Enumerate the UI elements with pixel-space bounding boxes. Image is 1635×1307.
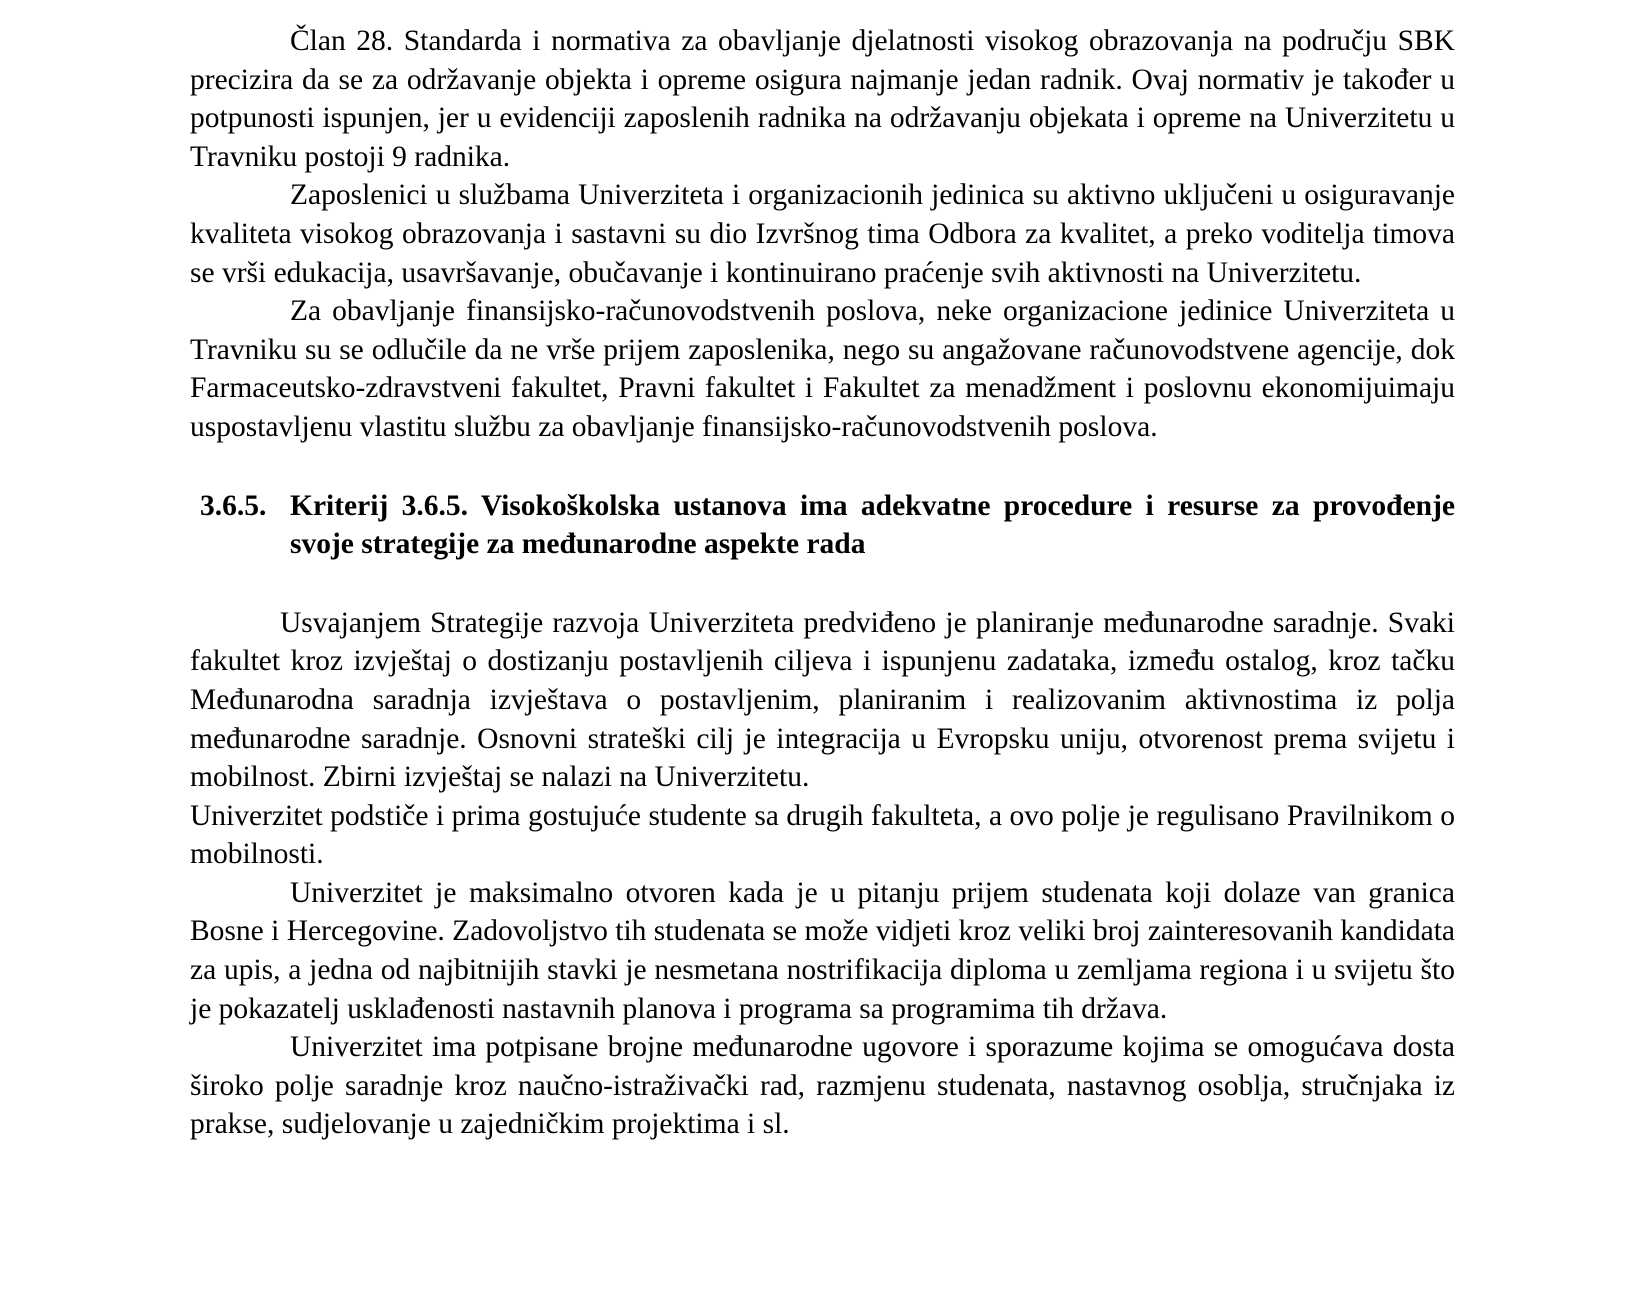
paragraph-prijem-studenata: Univerzitet je maksimalno otvoren kada je u pitanju prijem studenata koji dolaze van granica Bosne i Hercegovine. Zadovoljstvo tih studenata se može vidjeti kroz veliki broj zainteresovanih kandidata za upis, a jedna od najbitnijih stavki je nesmetana nostrifikacija diploma u zemljama regiona i u svijetu što je pokazatelj usklađenosti nastavnih planova i programa sa programima tih država. <box>190 876 1455 1025</box>
paragraph-medjunarodni-ugovori: Univerzitet ima potpisane brojne međunarodne ugovore i sporazume kojima se omogućava dosta široko polje saradnje kroz naučno-istraživački rad, razmjenu studenata, nastavnog osoblja, stručnjaka iz prakse, sudjelovanje u zajedničkim projektima i sl. <box>190 1031 1455 1141</box>
paragraph-strategija: Usvajanjem Strategije razvoja Univerziteta predviđeno je planiranje međunarodne saradnje. Svaki fakultet kroz izvještaj o dostizanju postavljenih ciljeva i ispunjenu zadataka, između ostalog, kroz tačku Međunarodna saradnja izvještava o postavljenim, planiranim i realizovanim aktivnostima iz polja međunarodne saradnje. Osnovni strateški cilj je integracija u Evropsku uniju, otvorenost prema svijetu i mobilnost. Zbirni izvještaj se nalazi na Univerzitetu. <box>190 606 1455 794</box>
paragraph-finansije: Za obavljanje finansijsko-računovodstvenih poslova, neke organizacione jedinice Univerziteta u Travniku su se odlučile da ne vrše prijem zaposlenika, nego su angažovane računovodstvene agencije, dok Farmaceutsko-zdravstveni fakultet, Pravni fakultet i Fakultet za menadžment i poslovnu ekonomijuimaju uspostavljenu vlastitu službu za obavljanje finansijsko-računovodstvenih poslova. <box>190 295 1455 443</box>
section-number: 3.6.5. <box>200 489 267 522</box>
document-page <box>190 22 1455 1144</box>
paragraph-zaposlenici: Zaposlenici u službama Univerziteta i organizacionih jedinica su aktivno uključeni u osiguravanje kvaliteta visokog obrazovanja i sastavni su dio Izvršnog tima Odbora za kvalitet, a preko voditelja timova se vrši edukacija, usavršavanje, obučavanje i kontinuirano praćenje svih aktivnosti na Univerzitetu. <box>190 179 1455 289</box>
paragraph-clan-28: Član 28. Standarda i normativa za obavljanje djelatnosti visokog obrazovanja na području SBK precizira da se za održavanje objekta i opreme osigura najmanje jedan radnik. Ovaj normativ je također u potpunosti ispunjen, jer u evidenciji zaposlenih radnika na održavanju objekata i opreme na Univerzitetu u Travniku postoji 9 radnika. <box>190 25 1455 173</box>
section-title: Kriterij 3.6.5. Visokoškolska ustanova ima adekvatne procedure i resurse za provođenje svoje strategije za međunarodne aspekte rada <box>290 489 1455 561</box>
paragraph-gostujuci-studenti: Univerzitet podstiče i prima gostujuće studente sa drugih fakulteta, a ovo polje je regulisano Pravilnikom o mobilnosti. <box>190 799 1455 871</box>
section-heading <box>190 487 1455 564</box>
